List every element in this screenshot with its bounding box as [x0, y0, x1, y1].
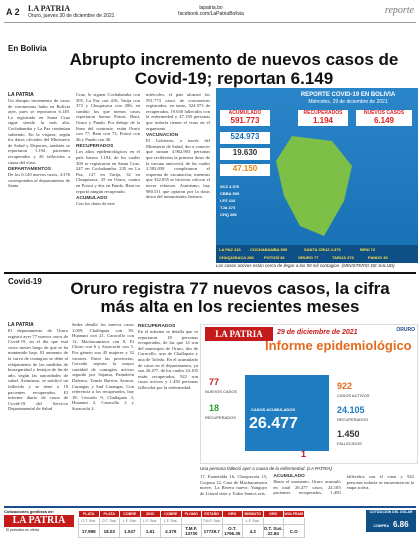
header-rule	[4, 22, 416, 23]
metal-header: COBRE	[161, 511, 182, 518]
recovered-value: 1.194	[312, 116, 334, 125]
page-number: A 2	[6, 7, 20, 17]
metal-header: COBRE	[120, 511, 141, 518]
metal-unit	[284, 518, 305, 525]
metal-header: BISMUTO	[244, 512, 261, 516]
recovered-text: RECUPERADOS	[205, 415, 236, 420]
strip-chuquisaca: CHUQUISACA 286	[219, 255, 254, 260]
dollar-label: COTIZACIÓN DEL DÓLAR	[369, 510, 413, 514]
story1-column-1	[8, 98, 70, 262]
recovered-total-text: RECUPERADOS	[337, 417, 368, 422]
dollar-rate-box	[366, 510, 416, 547]
caption2-text: Una persona falleció ayer a causa de la enfermedad.	[200, 466, 306, 471]
recovered-number: 18	[209, 403, 220, 413]
oruro-map-panel	[245, 375, 329, 451]
story1-col1-text-b: De los 6.149 nuevos casos, 4.376 corresponden al departamento de Santa	[8, 172, 70, 189]
dept-lpz: LPZ 416	[220, 198, 236, 203]
story1-headline: Abrupto incremento de nuevos casos de Covid-19; reportan 6.149	[69, 50, 399, 88]
active-number: 922	[337, 381, 353, 391]
metal-header: ZINC	[140, 511, 161, 518]
infographic-date: Miércoles, 29 de diciembre de 2021	[308, 99, 388, 105]
metal-unit: L.F. Sus.	[161, 518, 182, 525]
footer-tagline: El periódico en oferta	[6, 528, 40, 532]
section-name: reporte	[384, 5, 414, 16]
new-cases-value: 6.149	[373, 116, 395, 125]
story1-col3-text: miércoles, el país alcanzó los 591.773 casos de coronavirus registrados; en tanto, 524.973 de recuperados, 19.630 fallecidos con la enfermedad y 47.150 personas que todavía tienen el virus en el organismo.	[146, 92, 210, 131]
infographic-title: REPORTE COVID-19 EN BOLIVIA	[300, 92, 396, 98]
new-cases-box	[356, 110, 412, 126]
story2-col4-text: 17, Esmeralda 16, Choquecota 15, Coipasa 12, Cruz de Machacamarca nueve, La Rivera nueve, Yunguyo de Litoral siete y Todos Santos seis.	[200, 474, 268, 496]
story2-col2-text: Sedes detalló los nuevos casos 1.059, Challapata con 39, Huanuni con 21, Caracollo con 12, Machacamarca con 8, El Choro con 6 y Soracachi con 5. Por género son 45 mujeres y 32 varones. Entre las provincias, Cercado reporta la mayor cantidad de contagios activos seguido por Sajama, Pantaleón Dalence, Tomás Barrón, Avaroa, Carangas y Sud Carangas.	[72, 322, 134, 389]
story1-col2-text-b: Los altos epidemiológicos en el país fueron 1.194, de los cuales 300 se registraron en Santa Cruz, 247 en Cochabamba, 235 en La Paz, 127 en Tarija, 32 en Chuquisaca, 35 en Oruro, cuatro en Potosí y dos en Pando. Beni no reportó ningún recuperado.	[76, 149, 140, 194]
metal-value: C.O	[284, 525, 305, 538]
metal-prices-table	[78, 510, 305, 538]
strip-potosi: POTOSÍ 46	[264, 255, 285, 260]
metal-value: O.T. Sus. 22.84	[263, 526, 283, 536]
footer-brand: LA PATRIA	[4, 515, 74, 527]
metal-header: PLATA	[99, 511, 120, 518]
metal-unit: O.T. Sus.	[79, 518, 100, 525]
metal-value: 17.998	[79, 525, 100, 538]
strip-pando: PANDO 40	[368, 255, 388, 260]
total-cases-box	[220, 110, 270, 126]
deaths-value: 19.630	[232, 148, 258, 157]
metal-header: ORO	[222, 511, 243, 518]
story1-col2-subhead: RECUPERADOS	[76, 144, 114, 150]
metal-unit	[263, 518, 284, 525]
recovered-total-value: 524.973	[230, 132, 260, 141]
story2-column-4	[200, 474, 414, 504]
story2-column-1	[8, 328, 68, 504]
metal-value: 1.61	[140, 525, 161, 538]
oruro-badge: ORURO	[396, 327, 415, 333]
accumulated-number: 26.477	[249, 415, 298, 432]
metal-unit	[222, 518, 243, 525]
metal-header: ESTAÑO	[202, 511, 223, 518]
strip-lapaz: LA PAZ 416	[219, 247, 241, 252]
story2-col4-subhead: ACUMULADO	[273, 474, 305, 479]
story2-kicker: Covid-19	[8, 277, 42, 286]
story1-column-3	[146, 92, 210, 262]
story2-col1-text-b: El informe diario de casos de Covid-19 del Servicio Departamental de Salud	[8, 389, 68, 412]
story1-byline: LA PATRIA	[8, 92, 34, 98]
social-links[interactable]: lapatria.bo facebook.com/LaPatriaBolivia	[178, 5, 244, 17]
info2-date: 29 de diciembre de 2021	[277, 329, 358, 336]
metal-unit: L.F. Sus.	[140, 518, 161, 525]
story1-col3-text-b: El Gobierno, a través del Ministerio de Salud, dio a conocer que suman 4.962.903 personas que recibieron la primera dosis de la vacuna anticovid, de las cuales 3.583.838 completaron el esquema de vacunación, mientras que 332.855 se hicieron colocar el tercer refuerzo. Asimismo, hay 980.511 que optaron por la dosis única del inmunizante Janssen.	[146, 138, 210, 200]
la-patria-logo: LA PATRIA	[205, 327, 273, 341]
story2-column-2	[72, 322, 134, 504]
new-cases-text: NUEVOS CASOS	[205, 389, 238, 394]
metal-unit: T.M.F. Sus.	[202, 519, 221, 523]
recovered-label: RECUPERADOS	[303, 110, 343, 116]
story1-col2-text: Cruz, le siguen Cochabamba con 505, La Paz con 416, Tarija con 373 y Chuquisaca con 286; en cambio los que menos casos reportaron fueron Potosí, Beni, Oruro y Pando. Por debajo de la línea del contraste, están Oruro con 77, Beni con 72, Potosí con 46 y Pando con 40.	[76, 92, 140, 142]
metal-header: PLOMO	[181, 511, 202, 518]
strip-tarija: TARIJA 373	[332, 255, 354, 260]
metal-value: O.T. 1796.35	[222, 525, 243, 538]
active-box	[220, 164, 270, 176]
newspaper-brand: LA PATRIA	[28, 4, 71, 13]
new-cases-label: NUEVOS CASOS	[363, 110, 405, 116]
dept-scz: SCZ 4.376	[220, 184, 240, 189]
metal-unit: L.F. Sus.	[120, 518, 141, 525]
oruro-epidemiological-infographic	[200, 324, 418, 464]
deaths-number: 1.450	[337, 429, 360, 439]
department-strip	[216, 245, 418, 263]
dept-chq: CHQ 286	[220, 212, 237, 217]
strip-cochabamba: COCHABAMBA 505	[250, 247, 288, 252]
recovered-total-number: 24.105	[337, 405, 365, 415]
metal-value: 17729.7	[202, 525, 223, 538]
metal-value: 4.379	[161, 525, 182, 538]
dollar-sell-value: 6.96	[391, 538, 407, 547]
dollar-buy-value: 6.86	[392, 520, 409, 529]
metal-unit: O.T. Sus.	[99, 518, 120, 525]
infographic1-caption	[216, 263, 395, 268]
story2-col2-text-b: Con referencia a los recuperados, hay 18: Cercado 9, Challapata 3, Huanuni 2, Caracollo 2 y Soracachi 2.	[72, 383, 134, 411]
metal-unit-row	[79, 518, 305, 525]
new-cases-number: 77	[209, 377, 220, 387]
metal-value: 4.2	[243, 525, 264, 538]
metal-value: 1.047	[120, 525, 141, 538]
recovered-total-box	[220, 132, 270, 144]
metal-unit: L.F. Sus.	[243, 518, 264, 525]
recovered-box	[298, 110, 348, 126]
story1-col2-subhead-2: ACUMULADO	[76, 196, 108, 202]
active-text: CASOS ACTIVOS	[337, 393, 370, 398]
story2-col4-text-b: Hasta el momento, Oruro acumuló en total 26.477 casos, 24.105 pacientes recuperados, 1.450 fallecidos con el virus y 922 personas todavía se encuentran en la etapa activa.	[273, 474, 414, 496]
metal-value: 18.03	[99, 525, 120, 538]
story2-column-3	[138, 322, 198, 504]
story2-col3-text: En el informe se detalla que se reportaron 18 personas recuperadas, de las que 14 son del municipio de Oruro, dos de Caracollo, una de Challapata y una de Toledo. En el acumulado de casos en el departamento, ya son 26.477, de los cuales 24.105 están recuperados, 922 son casos activos y 1.450 personas fallecidas por la enfermedad.	[138, 329, 198, 390]
caption1-credit: (MINISTERIO DE SALUD)	[341, 263, 395, 268]
total-cases-label: ACUMULADO	[228, 110, 262, 116]
story2-col3-subhead: RECUPERADOS	[138, 324, 176, 329]
total-cases-value: 591.773	[230, 116, 260, 125]
story1-col2-text-c: Con los datos de este	[76, 201, 115, 207]
issue-date: Oruro, jueves 30 de diciembre de 2021	[28, 13, 115, 19]
dollar-buy-label: COMPRA	[373, 524, 389, 528]
active-value: 47.150	[232, 164, 258, 173]
story1-column-2	[76, 92, 140, 262]
page-header	[6, 3, 414, 21]
dept-tja: TJA 373	[220, 205, 236, 210]
caption1-text: Los casos activos están cerca de llegar a los 50 mil contagios.	[216, 263, 341, 268]
dept-cbba: CBBA 505	[220, 191, 240, 196]
metal-header: ORO	[263, 511, 284, 518]
quotes-label: Cotizaciones gentileza de:	[4, 509, 55, 514]
info2-title: Informe epidemiológico	[265, 338, 412, 353]
section-divider	[4, 272, 416, 274]
infographic2-caption	[200, 466, 332, 471]
metal-value: T.M.F. 13730	[181, 525, 202, 538]
story1-col3-subhead: VACUNACIÓN	[146, 133, 179, 139]
caption2-credit: (LA PATRIA)	[306, 466, 333, 471]
dollar-sell-label: VENTA	[375, 542, 388, 546]
story1-col1-text: Un abrupto incremento de casos de coronavirus hubo en Bolivia ayer, pues se reportaron 6.149. Lo registrado en Santa Cruz sigue siendo la más alta, Cochabamba y La Paz continúan subiendo. En la víspera, según los datos oficiales del Ministerio de Salud y Deportes, también se reportaron 1.194 pacientes recuperados y 26 fallecidos a causa del virus.	[8, 98, 70, 165]
story2-headline: Oruro registra 77 nuevos casos, la cifra más alta en los recientes meses	[70, 279, 390, 316]
accumulated-text: CASOS ACUMULADOS	[251, 407, 296, 412]
strip-beni: BENI 72	[360, 247, 376, 252]
metal-header: PLATA	[79, 511, 100, 518]
death-today-number: 1	[301, 449, 307, 459]
bolivia-map-icon	[276, 136, 356, 236]
strip-santacruz: SANTA CRUZ 4.376	[304, 247, 341, 252]
deaths-text: FALLECIDOS	[337, 441, 362, 446]
market-quotes-footer	[4, 506, 416, 547]
story1-col1-subhead: DEPARTAMENTOS	[8, 167, 51, 173]
story2-col1-text: El departamento de Oruro registró ayer 77 nuevos casos de Covid-19, en el día que está cinco meses luego de que se ha mantenido bajo. El aumento de la curva de contagios se debe al relajamiento de las medidas de bioseguridad y festejos de fin de año, según las autoridades de salud. Asimismo, se notificó un fallecido y se tiene a 18 pacientes recuperados.	[8, 328, 68, 395]
strip-oruro: ORURO 77	[298, 255, 319, 260]
metal-unit	[181, 518, 202, 525]
story1-kicker: En Bolivia	[8, 44, 47, 53]
metal-header-row	[79, 511, 305, 518]
deaths-box	[220, 148, 270, 160]
story2-byline: LA PATRIA	[8, 322, 34, 328]
metal-header: WOLFRAM	[284, 512, 304, 516]
metal-value-row	[79, 525, 305, 538]
bolivia-covid-infographic	[216, 88, 418, 263]
